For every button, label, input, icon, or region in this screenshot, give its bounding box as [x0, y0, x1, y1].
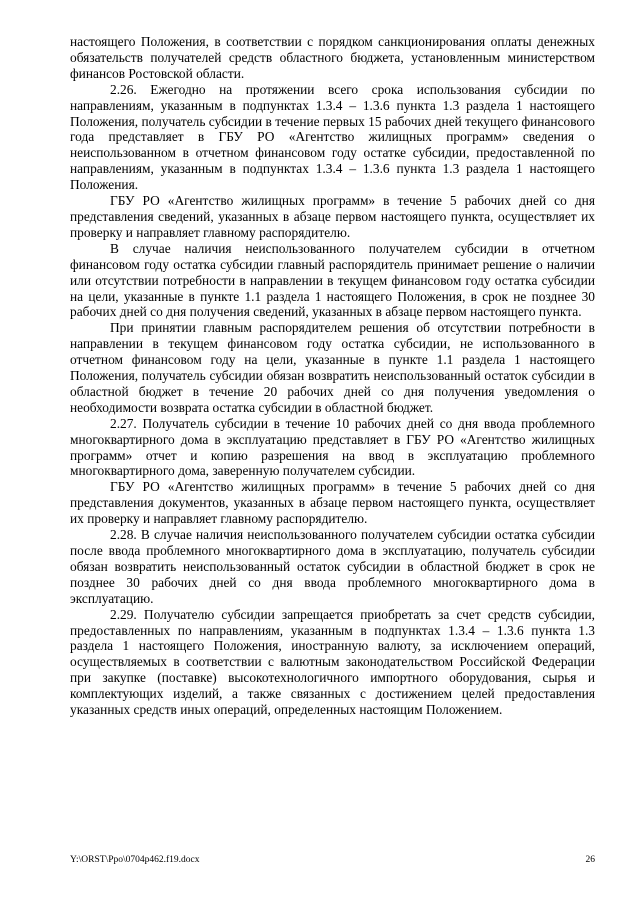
paragraph-2-26-remainder-decision: В случае наличия неиспользованного получателем субсидии в отчетном финансовом году остатка субсидии главный распорядитель принимает решение о наличии или отсутствии потребности в направлении в текущем финансовом году остатка субсидии на цели, указанные в пункте 1.1 раздела 1 настоящего Положения, в срок не позднее 30 рабочих дней со дня получения сведений, указанных в абзаце первом настоящего пункта.	[70, 240, 595, 320]
document-body	[70, 34, 595, 718]
paragraph-2-26: 2.26. Ежегодно на протяжении всего срока использования субсидии по направлениям, указанным в подпунктах 1.3.4 – 1.3.6 пункта 1.3 раздела 1 настоящего Положения, получатель субсидии в течение первых 15 рабочих дней текущего финансового года представляет в ГБУ РО «Агентство жилищных программ» сведения о неиспользованном в отчетном финансовом году остатке субсидии, предоставленной по направлениям, указанным в подпунктах 1.3.4 – 1.3.6 пункта 1.3 раздела 1 настоящего Положения.	[70, 81, 595, 193]
page-number: 26	[585, 855, 595, 865]
paragraph-2-28: 2.28. В случае наличия неиспользованного получателем субсидии остатка субсидии после ввода проблемного многоквартирного дома в эксплуатацию, получатель субсидии обязан возвратить неиспользованный остаток субсидии в областной бюджет в срок не позднее 30 рабочих дней со дня ввода проблемного многоквартирного дома в эксплуатацию.	[70, 527, 595, 606]
file-path: Y:\ORST\Ppo\0704p462.f19.docx	[70, 855, 200, 865]
paragraph-2-29: 2.29. Получателю субсидии запрещается приобретать за счет средств субсидии, предоставленных по направлениям, указанным в подпунктах 1.3.4 – 1.3.6 пункта 1.3 раздела 1 настоящего Положения, иностранную валюту, за исключением операций, осуществляемых в соответствии с валютным законодательством Российской Федерации при закупке (поставке) высокотехнологичного импортного оборудования, сырья и комплектующих изделий, а также связанных с достижением целей предоставления указанных средств иных операций, определенных настоящим Положением.	[70, 606, 595, 718]
paragraph-2-27: 2.27. Получатель субсидии в течение 10 рабочих дней со дня ввода проблемного многоквартирного дома в эксплуатацию представляет в ГБУ РО «Агентство жилищных программ» отчет и копию разрешения на ввод в эксплуатацию проблемного многоквартирного дома, заверенную получателем субсидии.	[70, 415, 595, 479]
paragraph-continuation: настоящего Положения, в соответствии с порядком санкционирования оплаты денежных обязательств получателей средств областного бюджета, установленным министерством финансов Ростовской области.	[70, 34, 595, 81]
paragraph-2-26-agency-check: ГБУ РО «Агентство жилищных программ» в течение 5 рабочих дней со дня представления сведений, указанных в абзаце первом настоящего пункта, осуществляет их проверку и направляет главному распорядителю.	[70, 193, 595, 240]
paragraph-2-27-agency-check: ГБУ РО «Агентство жилищных программ» в течение 5 рабочих дней со дня представления документов, указанных в абзаце первом настоящего пункта, осуществляет их проверку и направляет главному распорядителю.	[70, 479, 595, 527]
paragraph-2-26-return-obligation: При принятии главным распорядителем решения об отсутствии потребности в направлении в текущем финансовом году остатка субсидии, не использованного в отчетном финансовом году на цели, указанные в пункте 1.1 раздела 1 настоящего Положения, получатель субсидии обязан возвратить неиспользованный остаток субсидии в областной бюджет в течение 20 рабочих дней со дня получения уведомления о необходимости возврата остатка субсидии в областной бюджет.	[70, 320, 595, 415]
